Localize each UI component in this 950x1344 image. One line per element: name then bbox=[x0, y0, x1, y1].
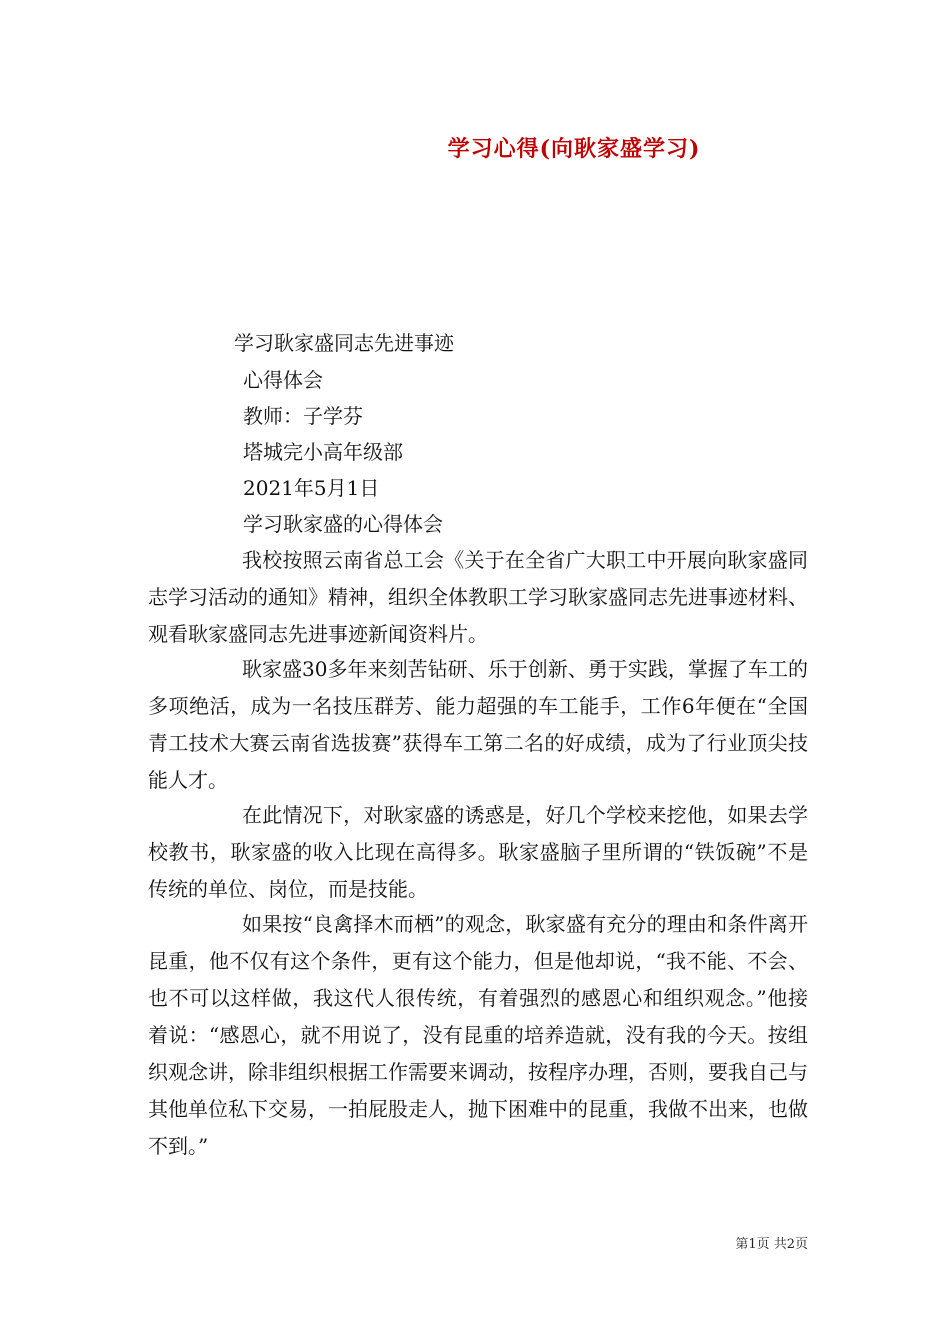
meta-line-heading: 学习耿家盛的心得体会 bbox=[243, 512, 443, 536]
meta-line-subject: 学习耿家盛同志先进事迹 bbox=[234, 331, 454, 355]
document-title-text: 学习心得(向耿家盛学习) bbox=[447, 136, 701, 162]
body-paragraph-4: 如果按“良禽择木而栖”的观念，耿家盛有充分的理由和条件离开昆重，他不仅有这个条件，更有这个能力，但是他却说，“我不能、不会、也不可以这样做，我这代人很传统，有着强烈的感恩心和组织观念。”他接着说：“感恩心，就不用说了，没有昆重的培养造就，没有我的今天。按组织观念讲，除非组织根据工作需要来调动，按程序办理，否则，要我自己与其他单位私下交易，一拍屁股走人，抛下困难中的昆重，我做不出来，也做不到。” bbox=[148, 912, 808, 1158]
page-footer: 第1页 共2页 bbox=[735, 1237, 808, 1252]
document-title bbox=[0, 132, 950, 163]
body-paragraph-2: 耿家盛30多年来刻苦钻研、乐于创新、勇于实践，掌握了车工的多项绝活，成为一名技压群芳、能力超强的车工能手，工作6年便在“全国青工技术大赛云南省选拔赛”获得车工第二名的好成绩，成为了行业顶尖技能人才。 bbox=[148, 657, 808, 792]
meta-line-school: 塔城完小高年级部 bbox=[243, 440, 403, 464]
meta-line-type: 心得体会 bbox=[243, 368, 323, 392]
body-paragraph-3: 在此情况下，对耿家盛的诱惑是，好几个学校来挖他，如果去学校教书，耿家盛的收入比现在高得多。耿家盛脑子里所谓的“铁饭碗”不是传统的单位、岗位，而是技能。 bbox=[148, 803, 808, 901]
body-paragraph-1: 我校按照云南省总工会《关于在全省广大职工中开展向耿家盛同志学习活动的通知》精神，组织全体教职工学习耿家盛同志先进事迹材料、观看耿家盛同志先进事迹新闻资料片。 bbox=[148, 548, 808, 646]
meta-line-teacher: 教师：子学芬 bbox=[243, 404, 363, 428]
meta-line-date: 2021年5月1日 bbox=[243, 476, 380, 500]
